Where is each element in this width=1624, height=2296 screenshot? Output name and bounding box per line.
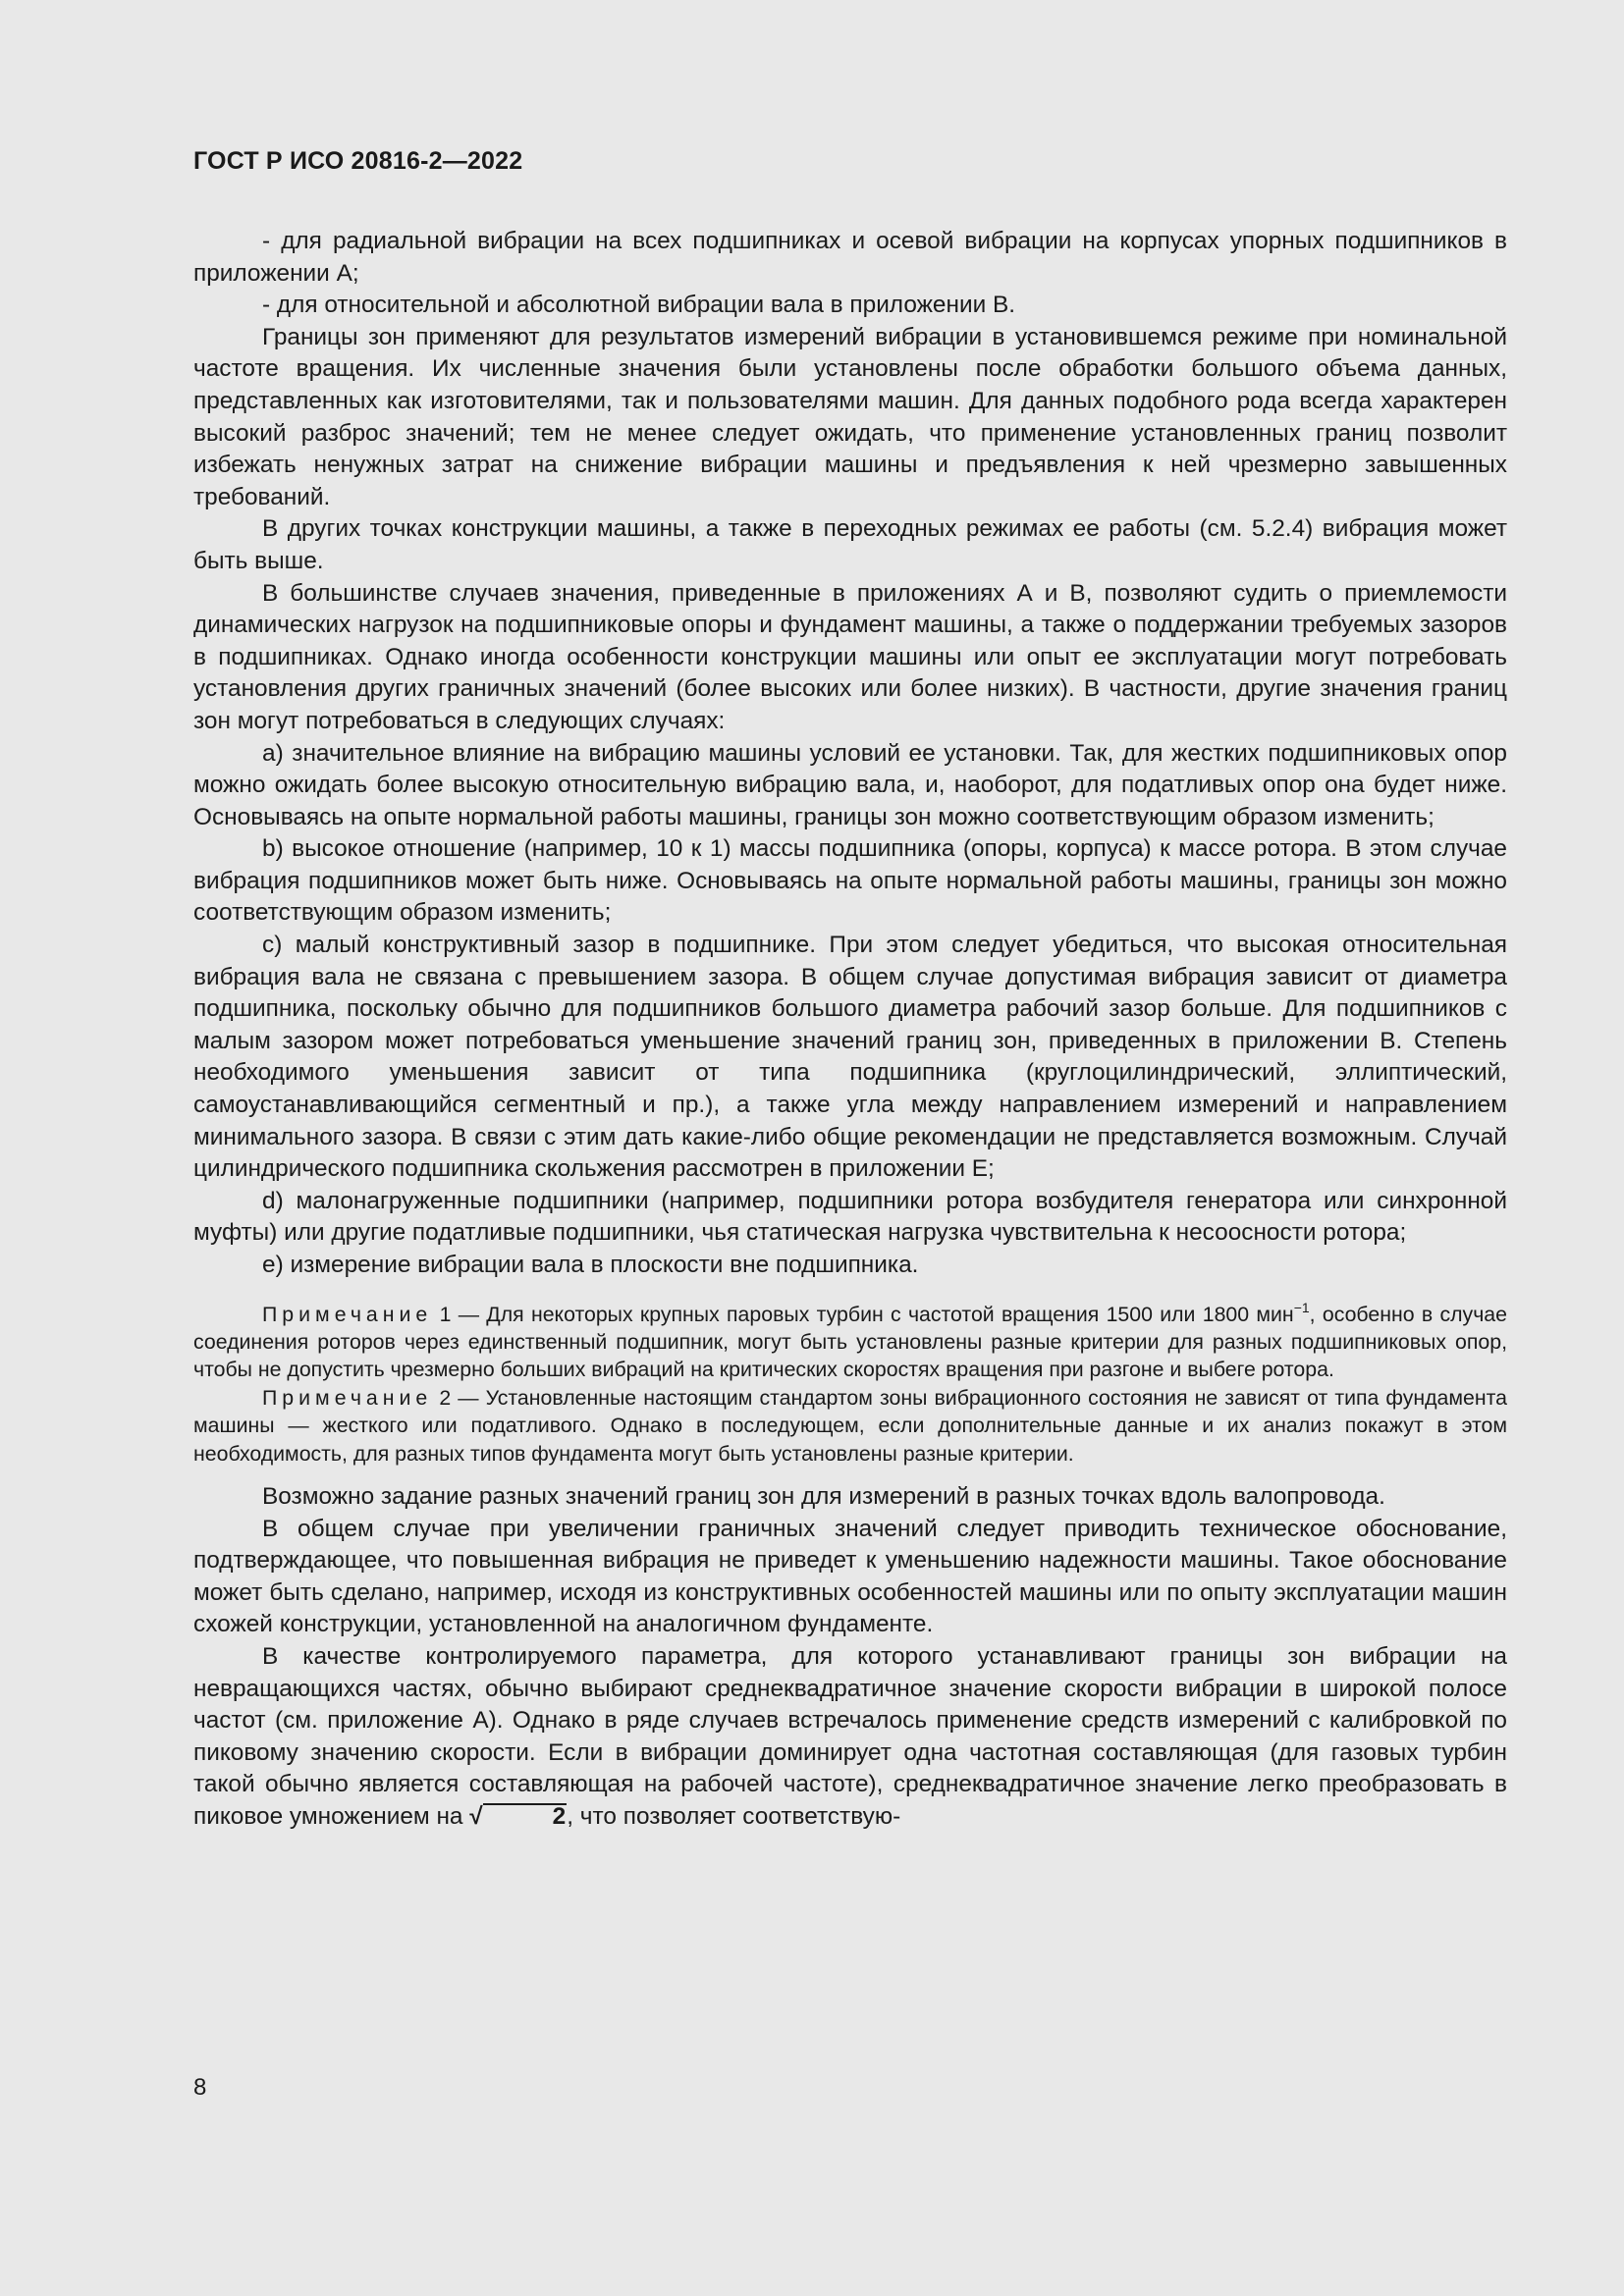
list-item-c: c) малый конструктивный зазор в подшипнике. При этом следует убедиться, что высокая относительная вибрация вала не связана с превышением зазора. В общем случае допустимая вибрация зависит от диаметра подшипника, поскольку обычно для подшипников большого диаметра рабочий зазор больше. Для подшипников с малым зазором может потребоваться уменьшение значений границ зон, приведенных в приложении В. Степень необходимого уменьшения зависит от типа подшипника (круглоцилиндрический, эллиптический, самоустанавливающийся сегментный и пр.), а также угла между направлением измерений и направлением минимального зазора. В связи с этим дать какие-либо общие рекомендации не представляется возможным. Случай цилиндрического подшипника скольжения рассмотрен в приложении Е; — [193, 932, 1507, 1183]
notes-block — [193, 1294, 1507, 1468]
note-text: — Для некоторых крупных паровых турбин с частотой вращения 1500 или 1800 мин — [451, 1302, 1294, 1326]
body-text — [193, 226, 1507, 1834]
note-text-after: , особенно в случае соединения роторов через единственный подшипник, могут быть установлены разные критерии для разных подшипниковых опор, чтобы не допустить чрезмерно больших вибраций на критических скоростях вращения при разгоне и выбеге ротора. — [193, 1302, 1507, 1382]
paragraph: - для относительной и абсолютной вибрации вала в приложении В. — [262, 292, 1016, 319]
sqrt-radicand: 2 — [483, 1803, 568, 1829]
paragraph: В других точках конструкции машины, а также в переходных режимах ее работы (см. 5.2.4) вибрация может быть выше. — [193, 515, 1507, 574]
sqrt-sign: √ — [469, 1802, 483, 1830]
list-item-e: e) измерение вибрации вала в плоскости вне подшипника. — [262, 1252, 919, 1278]
note-2 — [193, 1384, 1507, 1468]
note-label: Примечание — [262, 1302, 433, 1326]
note-number: 1 — [439, 1302, 452, 1326]
note-text: — Установленные настоящим стандартом зоны вибрационного состояния не зависят от типа фундамента машины — жесткого или податливого. Однако в последующем, если дополнительные данные и их анализ покажут в этом необходимость, для разных типов фундамента могут быть установлены разные критерии. — [193, 1385, 1507, 1466]
paragraph: Возможно задание разных значений границ зон для измерений в разных точках вдоль валопровода. — [262, 1483, 1385, 1511]
paragraph: В общем случае при увеличении граничных значений следует приводить техническое обоснование, подтверждающее, что повышенная вибрация не приведет к уменьшению надежности машины. Такое обоснование может быть сделано, например, исходя из конструктивных особенностей машины или по опыту эксплуатации машин схожей конструкции, установленной на аналогичном фундаменте. — [193, 1515, 1507, 1638]
list-item-b: b) высокое отношение (например, 10 к 1) массы подшипника (опоры, корпуса) к массе ротора. В этом случае вибрация подшипников может быть ниже. Основываясь на опыте нормальной работы машины, границы зон можно соответствующим образом изменить; — [193, 835, 1507, 927]
note-1 — [193, 1294, 1507, 1384]
paragraph-text-after: , что позволяет соответствую- — [567, 1802, 901, 1830]
paragraph-last — [193, 1641, 1507, 1834]
note-number: 2 — [439, 1385, 452, 1410]
paragraph: В большинстве случаев значения, приведенные в приложениях А и В, позволяют судить о приемлемости динамических нагрузок на подшипниковые опоры и фундамент машины, а также о поддержании требуемых зазоров в подшипниках. Однако иногда особенности конструкции машины или опыт ее эксплуатации могут потребовать установления других граничных значений (более высоких или более низких). В частности, другие значения границ зон могут потребоваться в следующих случаях: — [193, 579, 1507, 734]
list-item-a: a) значительное влияние на вибрацию машины условий ее установки. Так, для жестких подшипниковых опор можно ожидать более высокую относительную вибрацию вала, и, наоборот, для податливых опор она будет ниже. Основываясь на опыте нормальной работы машины, границы зон можно соответствующим образом изменить; — [193, 739, 1507, 830]
page-number: 8 — [193, 2074, 207, 2101]
document-header: ГОСТ Р ИСО 20816-2—2022 — [193, 147, 523, 175]
paragraph-text: В качестве контролируемого параметра, для которого устанавливают границы зон вибрации на невращающихся частях, обычно выбирают среднеквадратичное значение скорости вибрации в широкой полосе частот (см. приложение А). Однако в ряде случаев встречалось применение средств измерений с калибровкой по пиковому значению скорости. Если в вибрации доминирует одна частотная составляющая (для газовых турбин такой обычно является составляющая на рабочей частоте), среднеквадратичное значение легко преобразовать в пиковое умножением на — [193, 1643, 1507, 1830]
paragraph: Границы зон применяют для результатов измерений вибрации в установившемся режиме при номинальной частоте вращения. Их численные значения были установлены после обработки большого объема данных, представленных как изготовителями, так и пользователями машин. Для данных подобного рода всегда характерен высокий разброс значений; тем не менее следует ожидать, что применение установленных границ позволит избежать ненужных затрат на снижение вибрации машины и предъявления к ней чрезмерно завышенных требований. — [193, 323, 1507, 510]
note-label: Примечание — [262, 1385, 433, 1410]
note-superscript: −1 — [1293, 1299, 1310, 1315]
sqrt-symbol — [469, 1803, 567, 1830]
paragraph: - для радиальной вибрации на всех подшипниках и осевой вибрации на корпусах упорных подшипников в приложении А; — [193, 228, 1507, 287]
list-item-d: d) малонагруженные подшипники (например, подшипники ротора возбудителя генератора или синхронной муфты) или другие податливые подшипники, чья статическая нагрузка чувствительна к несоосности ротора; — [193, 1187, 1507, 1247]
